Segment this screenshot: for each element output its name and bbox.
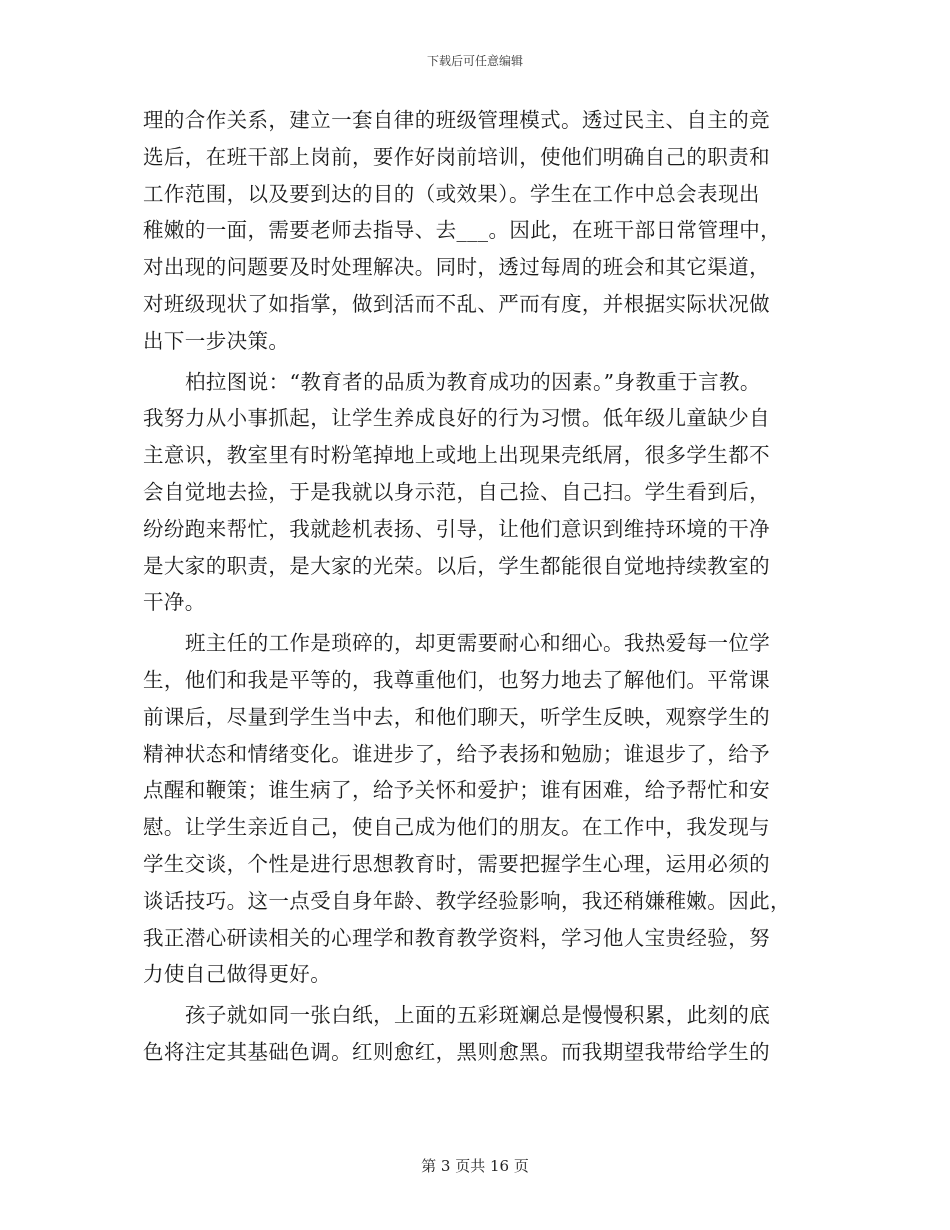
text-line: 慰。让学生亲近自己，使自己成为他们的朋友。在工作中，我发现与 — [143, 815, 770, 840]
text-line: 谈话技巧。这一点受自身年龄、教学经验影响，我还稍嫌稚嫩。因此， — [143, 888, 791, 913]
text-line: 点醒和鞭策；谁生病了，给予关怀和爱护；谁有困难，给予帮忙和安 — [143, 778, 770, 803]
text-line: 是大家的职责，是大家的光荣。以后，学生都能很自觉地持续教室的 — [143, 553, 770, 578]
text-line: 我努力从小事抓起，让学生养成良好的行为习惯。低年级儿童缺少自 — [143, 406, 770, 431]
text-line: 干净。 — [143, 590, 206, 615]
text-line: 纷纷跑来帮忙，我就趁机表扬、引导，让他们意识到维持环境的干净 — [143, 516, 770, 541]
text-line: 柏拉图说：“教育者的品质为教育成功的因素。”身教重于言教。 — [185, 369, 761, 394]
text-line: 选后，在班干部上岗前，要作好岗前培训，使他们明确自己的职责和 — [143, 144, 770, 169]
text-line: 工作范围，以及要到达的目的（或效果）。学生在工作中总会表现出 — [143, 181, 760, 206]
text-line: 对班级现状了如指掌，做到活而不乱、严而有度，并根据实际状况做 — [143, 291, 770, 316]
text-line: 孩子就如同一张白纸，上面的五彩斑斓总是慢慢积累，此刻的底 — [185, 1003, 771, 1028]
text-line: 生，他们和我是平等的，我尊重他们，也努力地去了解他们。平常课 — [143, 667, 770, 692]
text-line: 色将注定其基础色调。红则愈红，黑则愈黑。而我期望我带给学生的 — [143, 1039, 770, 1064]
paragraph-1 — [143, 102, 808, 360]
paragraph-3 — [143, 625, 808, 993]
text-line: 主意识，教室里有时粉笔掉地上或地上出现果壳纸屑，很多学生都不 — [143, 443, 770, 468]
page-header: 下载后可任意编辑 — [426, 54, 523, 68]
text-line: 学生交谈，个性是进行思想教育时，需要把握学生心理，运用必须的 — [143, 851, 770, 876]
text-line: 班主任的工作是琐碎的，却更需要耐心和细心。我热爱每一位学 — [185, 631, 771, 656]
text-line: 稚嫩的一面，需要老师去指导、去___。因此，在班干部日常管理中， — [143, 218, 782, 243]
text-line: 前课后，尽量到学生当中去，和他们聊天，听学生反映，观察学生的 — [143, 704, 770, 729]
page-footer-page-number: 第 3 页共 16 页 — [421, 1157, 529, 1175]
text-line: 理的合作关系，建立一套自律的班级管理模式。透过民主、自主的竞 — [143, 108, 770, 132]
text-line: 精神状态和情绪变化。谁进步了，给予表扬和勉励；谁退步了，给予 — [143, 741, 770, 766]
text-line: 力使自己做得更好。 — [143, 962, 332, 987]
text-line: 我正潜心研读相关的心理学和教育教学资料，学习他人宝贵经验，努 — [143, 925, 770, 950]
text-line: 出下一步决策。 — [143, 328, 290, 353]
document-body — [143, 102, 808, 1071]
text-line: 对出现的问题要及时处理解决。同时，透过每周的班会和其它渠道， — [143, 255, 770, 280]
paragraph-4 — [143, 997, 808, 1071]
text-line: 会自觉地去捡，于是我就以身示范，自己捡、自己扫。学生看到后， — [143, 479, 770, 504]
paragraph-2 — [143, 364, 808, 622]
